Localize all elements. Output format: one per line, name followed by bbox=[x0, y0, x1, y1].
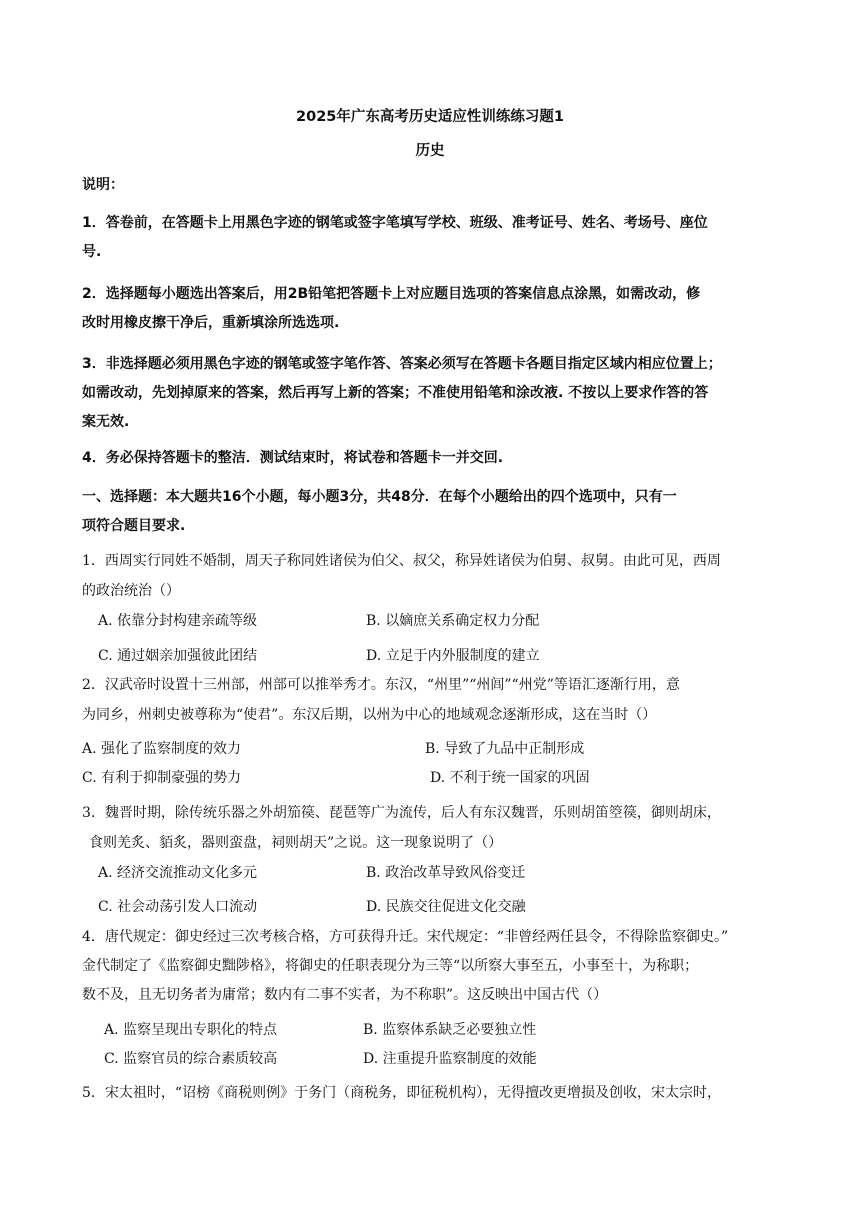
question-stem: 的政治统治（） bbox=[82, 583, 180, 599]
option-a: A. 经济交流推动文化多元 bbox=[98, 865, 258, 881]
option-c: C. 社会动荡引发人口流动 bbox=[98, 899, 258, 915]
question-stem: 4．唐代规定：御史经过三次考核合格，方可获得升迁。宋代规定：“非曾经两任县令，不得除监察御史。” bbox=[82, 929, 729, 945]
instruction-line: 如需改动，先划掉原来的答案，然后再写上新的答案；不准使用铅笔和涂改液. 不按以上要求作答的答 bbox=[82, 385, 709, 401]
option-c: C. 有利于抑制豪强的势力 bbox=[82, 770, 242, 786]
instruction-line: 2．选择题每小题选出答案后，用2B铅笔把答题卡上对应题目选项的答案信息点涂黑，如需改动，修 bbox=[82, 286, 701, 302]
option-c: C. 监察官员的综合素质较高 bbox=[104, 1051, 278, 1067]
option-b: B. 导致了九品中正制形成 bbox=[425, 741, 585, 757]
option-c: C. 通过姻亲加强彼此团结 bbox=[98, 648, 258, 664]
option-d: D. 注重提升监察制度的效能 bbox=[363, 1051, 537, 1067]
option-a: A. 强化了监察制度的效力 bbox=[82, 741, 242, 757]
instruction-line: 4．务必保持答题卡的整洁．测试结束时，将试卷和答题卡一并交回. bbox=[82, 450, 504, 466]
question-stem: 5．宋太祖时，“诏榜《商税则例》于务门（商税务，即征税机构），无得擅改更增损及创收，宋太宗时， bbox=[82, 1085, 722, 1101]
instruction-line: 3．非选择题必须用黑色字迹的钢笔或签字笔作答、答案必须写在答题卡各题目指定区域内相应位置上； bbox=[82, 356, 722, 372]
instruction-line: 改时用橡皮擦干净后，重新填涂所选选项. bbox=[82, 315, 340, 331]
option-b: B. 监察体系缺乏必要独立性 bbox=[363, 1022, 537, 1038]
option-d: D. 民族交往促进文化交融 bbox=[366, 899, 526, 915]
instruction-line: 案无效. bbox=[82, 414, 130, 430]
option-b: B. 以嫡庶关系确定权力分配 bbox=[366, 613, 540, 629]
instruction-line: 1．答卷前，在答题卡上用黑色字迹的钢笔或签字笔填写学校、班级、准考证号、姓名、考场号、座位 bbox=[82, 215, 708, 231]
section-heading: 一、选择题：本大题共16个小题，每小题3分，共48分．在每个小题给出的四个选项中，只有一 bbox=[82, 489, 677, 505]
section-heading: 项符合题目要求. bbox=[82, 518, 186, 534]
question-stem: 3．魏晋时期，除传统乐器之外胡笳篌、琵琶等广为流传，后人有东汉魏晋，乐则胡笛箜篌，御则胡床， bbox=[82, 805, 721, 821]
option-a: A. 依靠分封构建亲疏等级 bbox=[98, 613, 258, 629]
option-d: D. 立足于内外服制度的建立 bbox=[366, 648, 540, 664]
subject-title: 历史 bbox=[415, 143, 445, 159]
option-d: D. 不利于统一国家的巩固 bbox=[430, 770, 590, 786]
question-stem: 食则羌炙、貊炙，器则蛮盘，祠则胡天”之说。这一现象说明了（） bbox=[89, 835, 503, 851]
question-stem: 数不及，且无切务者为庸常；数内有二事不实者，为不称职”。这反映出中国古代（） bbox=[82, 987, 608, 1003]
instruction-line: 号. bbox=[82, 244, 102, 260]
question-stem: 1．西周实行同姓不婚制，周天子称同姓诸侯为伯父、叔父，称异姓诸侯为伯舅、叔舅。由此可见，西周 bbox=[82, 553, 721, 569]
option-b: B. 政治改革导致风俗变迁 bbox=[366, 865, 526, 881]
question-stem: 2．汉武帝时设置十三州部，州部可以推举秀才。东汉，“州里”“州闾”“州党”等语汇逐渐行用，意 bbox=[82, 677, 680, 693]
instructions-heading: 说明： bbox=[82, 177, 124, 193]
exam-title: 2025年广东高考历史适应性训练练习题1 bbox=[296, 109, 564, 125]
question-stem: 金代制定了《监察御史黜陟格》，将御史的任职表现分为三等“以所察大事至五，小事至十，为称职； bbox=[82, 958, 699, 974]
question-stem: 为同乡，州刺史被尊称为“使君”。东汉后期，以州为中心的地域观念逐渐形成，这在当时（） bbox=[82, 707, 657, 723]
option-a: A. 监察呈现出专职化的特点 bbox=[104, 1022, 278, 1038]
